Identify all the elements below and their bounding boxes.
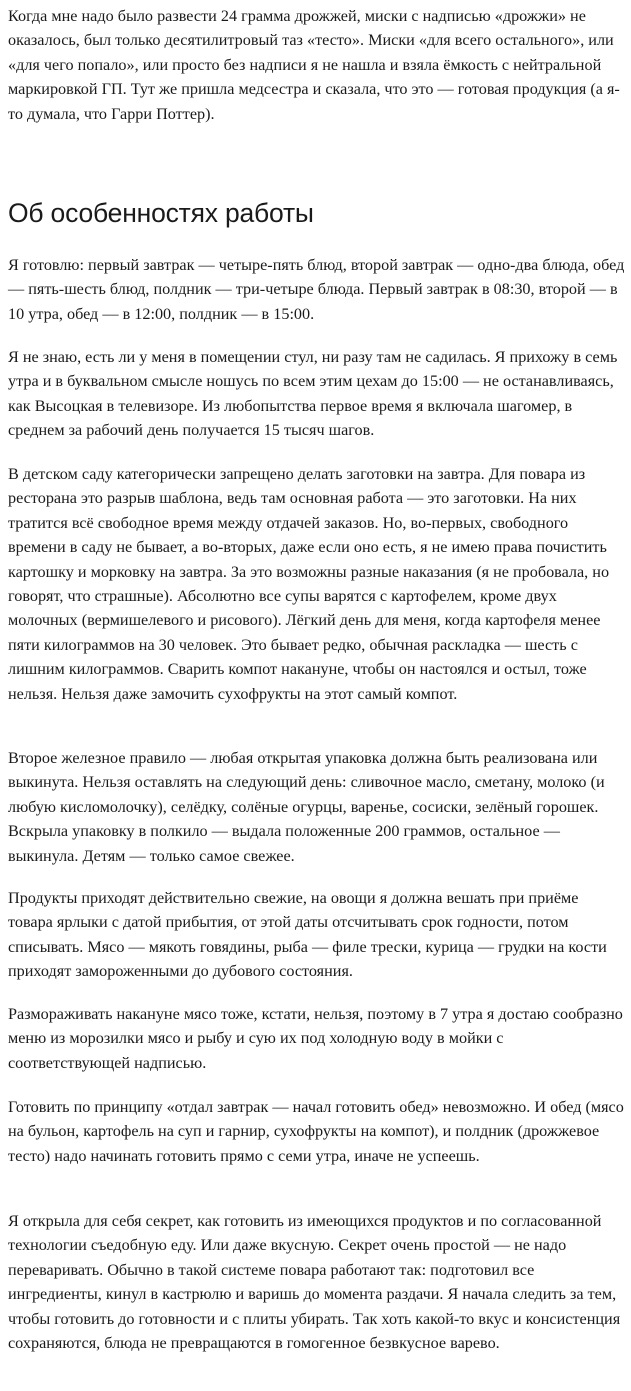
section-heading: Об особенностях работы: [8, 198, 314, 228]
paragraph-steps: Я не знаю, есть ли у меня в помещении стул, ни разу там не садилась. Я прихожу в семь утра и в буквальном смысле ношусь по всем этим цехам до 15:00 — не останавливаясь, как Высоцкая в телевизоре. Из любопытства первое время я включала шагомер, в среднем за рабочий день получается 15 тысяч шагов.: [8, 348, 618, 440]
paragraph-timing: Готовить по принципу «отдал завтрак — начал готовить обед» невозможно. И обед (мясо на бульон, картофель на суп и гарнир, сухофрукты на компот), и полдник (дрожжевое тесто) надо начинать готовить прямо с семи утра, иначе не успеешь.: [8, 1098, 624, 1165]
paragraph-schedule: Я готовлю: первый завтрак — четыре-пять блюд, второй завтрак — одно-два блюда, обед — пять-шесть блюд, полдник — три-четыре блюда. Первый завтрак в 08:30, второй — в 10 утра, обед — в 12:00, полдник — в 15:00.: [8, 256, 625, 323]
paragraph-defrost: Размораживать накануне мясо тоже, кстати, нельзя, поэтому в 7 утра я достаю сообразно меню из морозилки мясо и рыбу и сую их под холодную воду в мойки с соответствующей надписью.: [8, 1005, 623, 1072]
intro-paragraph: Когда мне надо было развести 24 грамма дрожжей, миски с надписью «дрожжи» не оказалось, был только десятилитровый таз «тесто». Миски «для всего остального», или «для чего попало», или просто без надписи я не нашла и взяла ёмкость с нейтральной маркировкой ГП. Тут же пришла медсестра и сказала, что это — готовая продукция (а я-то думала, что Гарри Поттер).: [8, 7, 620, 123]
paragraph-secret: Я открыла для себя секрет, как готовить из имеющихся продуктов и по согласованной технологии съедобную еду. Или даже вкусную. Секрет очень простой — не надо переваривать. Обычно в такой системе повара работают так: подготовил все ингредиенты, кинул в кастрюлю и варишь до момента раздачи. Я начала следить за тем, чтобы готовить до готовности и с плиты убирать. Так хоть какой-то вкус и консистенция сохраняются, блюда не превращаются в гомогенное безвкусное варево.: [8, 1212, 621, 1353]
paragraph-no-prep: В детском саду категорически запрещено делать заготовки на завтра. Для повара из ресторана это разрыв шаблона, ведь там основная работа — это заготовки. На них тратится всё свободное время между отдачей заказов. Но, во-первых, свободного времени в саду не бывает, а во-вторых, даже если оно есть, я не имею права почистить картошку и морковку на завтра. За это возможны разные наказания (я не пробовала, но говорят, что страшные). Абсолютно все супы варятся с картофелем, кроме двух молочных (вермишелевого и рисового). Лёгкий день для меня, когда картофеля менее пяти килограммов на 30 человек. Это бывает редко, обычная раскладка — шесть с лишним килограммов. Сварить компот накануне, чтобы он настоялся и остыл, тоже нельзя. Нельзя даже замочить сухофрукты на этот самый компот.: [8, 465, 610, 703]
paragraph-open-packages: Второе железное правило — любая открытая упаковка должна быть реализована или выкинута. Нельзя оставлять на следующий день: сливочное масло, сметану, молоко (и любую кисломолочку), селёдку, солёные огурцы, варенье, сосиски, зелёный горошек. Вскрыла упаковку в полкило — выдала положенные 200 граммов, остальное — выкинула. Детям — только самое свежее.: [8, 749, 605, 865]
paragraph-fresh-products: Продукты приходят действительно свежие, на овощи я должна вешать при приёме товара ярлыки с датой прибытия, от этой даты отсчитывать срок годности, потом списывать. Мясо — мякоть говядины, рыба — филе трески, курица — грудки на кости приходят замороженными до дубового состояния.: [8, 889, 607, 981]
